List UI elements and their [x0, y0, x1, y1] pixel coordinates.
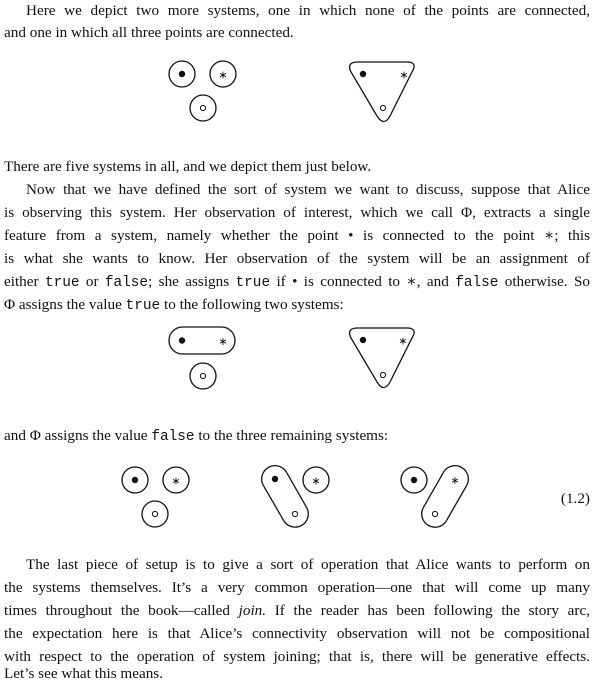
- star-point: ∗: [399, 68, 409, 82]
- circle-point: [292, 511, 297, 516]
- star-point: ∗: [171, 474, 181, 488]
- system-bullet-circle-connected: [262, 466, 329, 527]
- bullet-point: [360, 337, 366, 343]
- system-none-connected: [122, 467, 189, 527]
- circle-point: [380, 372, 385, 377]
- system-star-circle-connected: [401, 466, 468, 528]
- para2-line1: There are five systems in all, and we depict them just below.: [4, 158, 372, 175]
- circle-point: [380, 105, 385, 110]
- join-term: join.: [238, 602, 267, 619]
- bullet-point: [360, 71, 366, 77]
- circle-point: [432, 511, 437, 516]
- bullet-point: [179, 337, 185, 343]
- bullet-point: [272, 476, 278, 482]
- figure-false-systems: [0, 462, 595, 532]
- para3-line3: feature from a system, namely whether the point • is connected to the point ∗; this: [4, 227, 590, 244]
- star-point: ∗: [398, 334, 408, 348]
- para3-line2: is observing this system. Her observation of interest, which we call Φ, extracts a single: [4, 204, 590, 221]
- bullet-point: [411, 477, 417, 483]
- circle-point: [200, 105, 205, 110]
- circle-point: [200, 373, 205, 378]
- star-point: ∗: [450, 474, 460, 487]
- para4-line1: and Φ assigns the value false to the three remaining systems:: [4, 427, 389, 445]
- para1-line2: and one in which all three points are connected.: [4, 24, 294, 41]
- para3-line5: either true or false; she assigns true if • is connected to ∗, and false otherwise. So: [4, 273, 590, 291]
- system-all-connected: [350, 328, 415, 388]
- para1-line1: Here we depict two more systems, one in which none of the points are connected,: [26, 2, 590, 19]
- system-none-connected: [169, 61, 236, 121]
- star-point: ∗: [218, 335, 228, 348]
- circle-point: [152, 511, 157, 516]
- figure-true-systems: [0, 322, 595, 397]
- para3-line6: Φ assigns the value true to the following two systems:: [4, 296, 344, 314]
- para5-line5: with respect to the operation of system joining; that is, there will be generative effects.: [4, 648, 590, 665]
- bullet-point: [132, 477, 138, 483]
- system-all-connected: [350, 62, 415, 122]
- equation-number: (1.2): [560, 490, 590, 507]
- para3-line4: is what she wants to know. Her observation of the system will be an assignment of: [4, 250, 590, 267]
- star-point: ∗: [311, 474, 321, 488]
- para5-line2: the systems themselves. It’s a very common operation—one that will come up many: [4, 579, 590, 596]
- star-point: ∗: [218, 68, 228, 82]
- para5-line4: the expectation here is that Alice’s connectivity observation will not be compositional: [4, 625, 590, 642]
- para3-line1: Now that we have defined the sort of system we want to discuss, suppose that Alice: [26, 181, 590, 198]
- system-bullet-star-connected: [169, 327, 235, 389]
- para5-line3: times throughout the book—called join. If the reader has been following the story arc,: [4, 602, 590, 619]
- para5-line6: Let’s see what this means.: [4, 665, 164, 682]
- figure-systems-1: [0, 55, 595, 130]
- para5-line1: The last piece of setup is to give a sort of operation that Alice wants to perform on: [26, 556, 590, 573]
- bullet-point: [179, 71, 185, 77]
